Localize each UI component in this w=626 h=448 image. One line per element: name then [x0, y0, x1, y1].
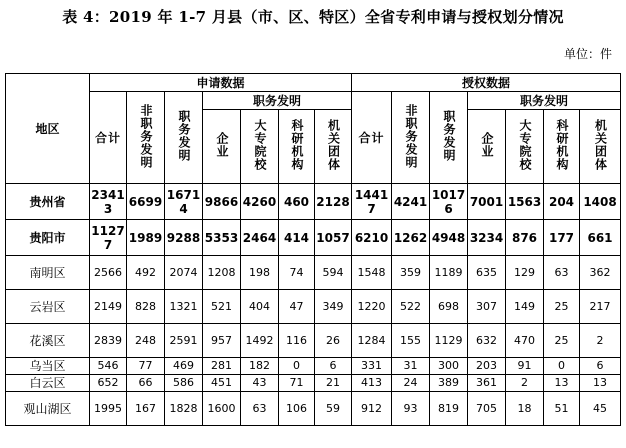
grant-cell: 661	[580, 220, 621, 256]
grant-cell: 203	[468, 358, 506, 375]
application-cell: 1995	[90, 392, 127, 426]
grant-cell: 698	[430, 290, 468, 324]
grant-cell: 149	[506, 290, 544, 324]
application-cell: 828	[127, 290, 165, 324]
grant-cell: 0	[544, 358, 580, 375]
region-name: 贵州省	[6, 184, 90, 220]
grant-service-header: 职务发明	[430, 92, 468, 184]
grant-cell: 3234	[468, 220, 506, 256]
grant-cell: 307	[468, 290, 506, 324]
grant-cell: 63	[544, 256, 580, 290]
application-cell: 116	[279, 324, 315, 358]
grant-cell: 300	[430, 358, 468, 375]
grant-cell: 25	[544, 290, 580, 324]
application-cell: 6	[315, 358, 352, 375]
grant-cell: 1548	[352, 256, 392, 290]
app-research-header: 科研机构	[279, 110, 315, 184]
grant-cell: 25	[544, 324, 580, 358]
grant-cell: 470	[506, 324, 544, 358]
application-cell: 957	[203, 324, 241, 358]
table-row	[6, 290, 621, 324]
region-name: 乌当区	[6, 358, 90, 375]
application-cell: 1208	[203, 256, 241, 290]
application-cell: 4260	[241, 184, 279, 220]
application-cell: 23413	[90, 184, 127, 220]
grant-total-header: 合计	[352, 92, 392, 184]
grant-header: 授权数据	[352, 74, 621, 92]
grant-cell: 522	[392, 290, 430, 324]
application-cell: 248	[127, 324, 165, 358]
grant-cell: 10176	[430, 184, 468, 220]
application-cell: 1600	[203, 392, 241, 426]
application-cell: 451	[203, 375, 241, 392]
grant-cell: 129	[506, 256, 544, 290]
grant-cell: 14417	[352, 184, 392, 220]
application-cell: 9866	[203, 184, 241, 220]
application-cell: 1321	[165, 290, 203, 324]
grant-cell: 31	[392, 358, 430, 375]
table-body	[6, 184, 621, 426]
grant-cell: 1189	[430, 256, 468, 290]
grant-cell: 204	[544, 184, 580, 220]
grant-cell: 6	[580, 358, 621, 375]
grant-cell: 155	[392, 324, 430, 358]
grant-invention-header: 职务发明	[468, 92, 621, 110]
application-cell: 66	[127, 375, 165, 392]
grant-cell: 18	[506, 392, 544, 426]
application-cell: 77	[127, 358, 165, 375]
application-cell: 460	[279, 184, 315, 220]
application-header: 申请数据	[90, 74, 352, 92]
application-cell: 414	[279, 220, 315, 256]
application-cell: 63	[241, 392, 279, 426]
table-row	[6, 324, 621, 358]
grant-cell: 361	[468, 375, 506, 392]
application-cell: 0	[279, 358, 315, 375]
grant-cell: 389	[430, 375, 468, 392]
application-cell: 59	[315, 392, 352, 426]
application-cell: 1828	[165, 392, 203, 426]
grant-cell: 6210	[352, 220, 392, 256]
application-cell: 182	[241, 358, 279, 375]
application-cell: 11277	[90, 220, 127, 256]
grant-cell: 7001	[468, 184, 506, 220]
table-row	[6, 375, 621, 392]
application-cell: 594	[315, 256, 352, 290]
application-cell: 74	[279, 256, 315, 290]
grant-cell: 13	[544, 375, 580, 392]
application-cell: 1492	[241, 324, 279, 358]
grant-cell: 13	[580, 375, 621, 392]
table-row	[6, 220, 621, 256]
grant-cell: 1408	[580, 184, 621, 220]
app-university-header: 大专院校	[241, 110, 279, 184]
application-cell: 198	[241, 256, 279, 290]
grant-cell: 359	[392, 256, 430, 290]
application-cell: 106	[279, 392, 315, 426]
application-cell: 349	[315, 290, 352, 324]
patent-table	[5, 73, 621, 426]
unit-label: 单位：件	[563, 47, 612, 61]
app-non-service-header: 非职务发明	[127, 92, 165, 184]
page-title: 表 4：2019 年 1-7 月县（市、区、特区）全省专利申请与授权划分情况	[62, 8, 564, 26]
grant-cell: 2	[580, 324, 621, 358]
grant-cell: 413	[352, 375, 392, 392]
grant-cell: 1284	[352, 324, 392, 358]
grant-cell: 912	[352, 392, 392, 426]
application-cell: 2839	[90, 324, 127, 358]
grant-cell: 1220	[352, 290, 392, 324]
application-cell: 2149	[90, 290, 127, 324]
application-cell: 652	[90, 375, 127, 392]
grant-cell: 1563	[506, 184, 544, 220]
application-cell: 16714	[165, 184, 203, 220]
grant-university-header: 大专院校	[506, 110, 544, 184]
grant-cell: 93	[392, 392, 430, 426]
grant-cell: 45	[580, 392, 621, 426]
grant-cell: 331	[352, 358, 392, 375]
app-enterprise-header: 企业	[203, 110, 241, 184]
grant-enterprise-header: 企业	[468, 110, 506, 184]
application-cell: 9288	[165, 220, 203, 256]
grant-cell: 1262	[392, 220, 430, 256]
application-cell: 2464	[241, 220, 279, 256]
application-cell: 404	[241, 290, 279, 324]
application-cell: 469	[165, 358, 203, 375]
grant-cell: 51	[544, 392, 580, 426]
application-cell: 6699	[127, 184, 165, 220]
application-cell: 2074	[165, 256, 203, 290]
application-cell: 43	[241, 375, 279, 392]
region-name: 观山湖区	[6, 392, 90, 426]
grant-cell: 362	[580, 256, 621, 290]
application-cell: 546	[90, 358, 127, 375]
region-name: 云岩区	[6, 290, 90, 324]
grant-cell: 217	[580, 290, 621, 324]
app-government-header: 机关团体	[315, 110, 352, 184]
application-cell: 1057	[315, 220, 352, 256]
region-name: 花溪区	[6, 324, 90, 358]
grant-cell: 1129	[430, 324, 468, 358]
grant-cell: 4241	[392, 184, 430, 220]
grant-cell: 91	[506, 358, 544, 375]
application-cell: 521	[203, 290, 241, 324]
app-invention-header: 职务发明	[203, 92, 352, 110]
table-row	[6, 256, 621, 290]
application-cell: 2566	[90, 256, 127, 290]
application-cell: 492	[127, 256, 165, 290]
grant-cell: 4948	[430, 220, 468, 256]
grant-research-header: 科研机构	[544, 110, 580, 184]
grant-cell: 876	[506, 220, 544, 256]
table-row	[6, 358, 621, 375]
app-service-header: 职务发明	[165, 92, 203, 184]
application-cell: 586	[165, 375, 203, 392]
region-name: 贵阳市	[6, 220, 90, 256]
application-cell: 281	[203, 358, 241, 375]
grant-government-header: 机关团体	[580, 110, 621, 184]
application-cell: 1989	[127, 220, 165, 256]
application-cell: 167	[127, 392, 165, 426]
application-cell: 2591	[165, 324, 203, 358]
region-header: 地区	[6, 74, 90, 184]
grant-non-service-header: 非职务发明	[392, 92, 430, 184]
grant-cell: 635	[468, 256, 506, 290]
grant-cell: 2	[506, 375, 544, 392]
grant-cell: 24	[392, 375, 430, 392]
application-cell: 2128	[315, 184, 352, 220]
grant-cell: 705	[468, 392, 506, 426]
region-name: 白云区	[6, 375, 90, 392]
grant-cell: 819	[430, 392, 468, 426]
table-row	[6, 392, 621, 426]
grant-cell: 177	[544, 220, 580, 256]
app-total-header: 合计	[90, 92, 127, 184]
application-cell: 71	[279, 375, 315, 392]
application-cell: 26	[315, 324, 352, 358]
application-cell: 21	[315, 375, 352, 392]
region-name: 南明区	[6, 256, 90, 290]
grant-cell: 632	[468, 324, 506, 358]
application-cell: 47	[279, 290, 315, 324]
application-cell: 5353	[203, 220, 241, 256]
table-row	[6, 184, 621, 220]
